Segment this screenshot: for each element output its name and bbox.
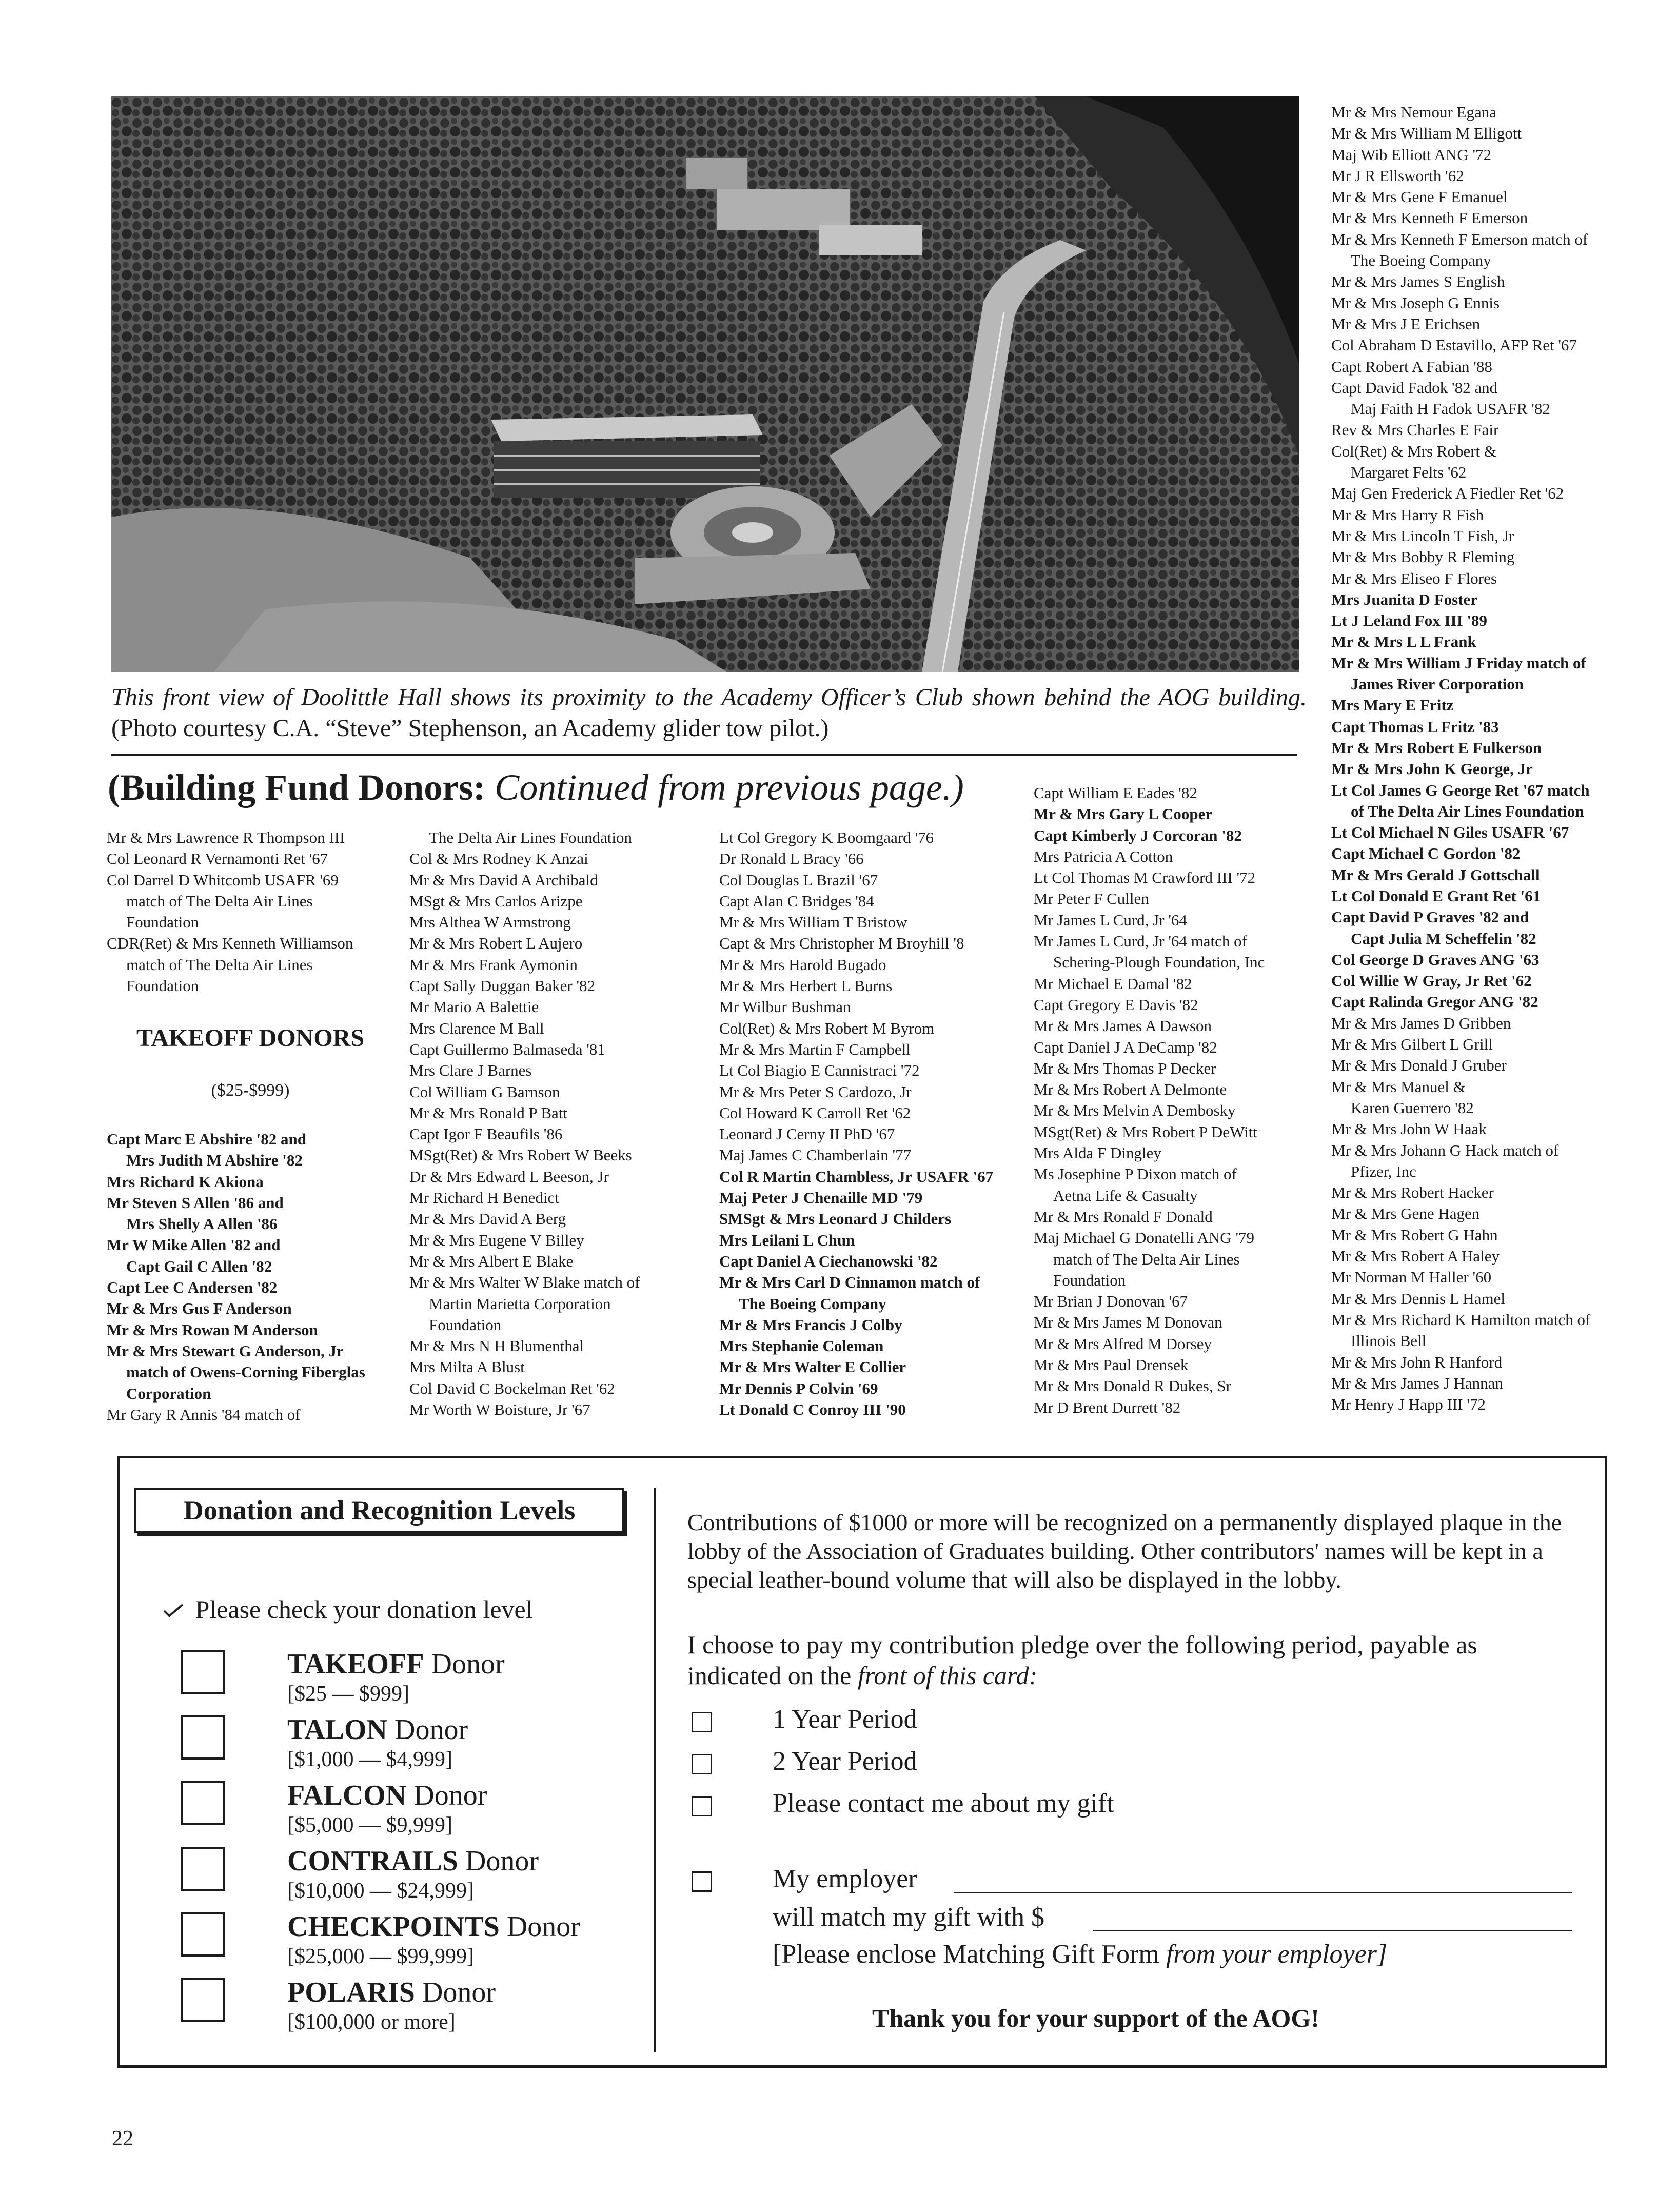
donor-entry: Mr Michael E Damal '82 [1034, 974, 1192, 993]
polaris-checkbox[interactable] [181, 1978, 225, 2022]
donor-entry: MSgt(Ret) & Mrs Robert P DeWitt [1034, 1122, 1257, 1141]
donor-entry: Karen Guerrero '82 [1351, 1098, 1474, 1117]
donor-entry: Capt Thomas L Fritz '83 [1331, 717, 1499, 736]
donor-entry: Mrs Althea W Armstrong [409, 913, 571, 932]
level-range: [$1,000 — $4,999] [287, 1748, 452, 1771]
donor-entry: Mrs Clarence M Ball [409, 1019, 544, 1037]
donor-entry: Maj James C Chamberlain '77 [719, 1146, 912, 1164]
donor-entry: Col Abraham D Estavillo, AFP Ret '67 [1331, 336, 1577, 354]
level-talon [287, 1713, 468, 1773]
donor-entry: Col Howard K Carroll Ret '62 [719, 1103, 911, 1122]
level-name: CONTRAILS [287, 1845, 458, 1877]
recognition-text: Contributions of $1000 or more will be recognized on a permanently displayed plaque in the lobby of the Association of Graduates building. Other contributors' names will be kept in a special leather-bound volume that will also be displayed in the lobby. [687, 1509, 1562, 1593]
donor-entry: Capt William E Eades '82 [1034, 784, 1197, 802]
donor-entry: Capt & Mrs Christopher M Broyhill '8 [719, 934, 964, 953]
level-suffix: Donor [422, 1977, 496, 2008]
levels-title: Donation and Recognition Levels [134, 1488, 624, 1533]
donor-entry: Mr & Mrs James M Donovan [1034, 1313, 1222, 1332]
donor-entry: Mrs Richard K Akiona [107, 1172, 264, 1191]
donor-entry: Mr & Mrs James J Hannan [1331, 1374, 1503, 1392]
level-name: FALCON [287, 1780, 407, 1811]
donor-entry: Foundation [126, 913, 199, 932]
level-range: [$100,000 or more] [287, 2010, 456, 2034]
donor-entry: Mrs Alda F Dingley [1034, 1144, 1161, 1162]
donor-entry: Mr & Mrs Robert L Aujero [409, 934, 583, 953]
level-suffix: Donor [394, 1714, 468, 1746]
donor-entry: Mr & Mrs Robert Hacker [1331, 1183, 1494, 1202]
donor-entry: Mr & Mrs Eugene V Billey [409, 1231, 584, 1249]
donor-entry: Maj Faith H Fadok USAFR '82 [1351, 400, 1550, 418]
donor-entry: Mrs Leilani L Chun [719, 1231, 855, 1249]
employer-match-checkbox[interactable] [692, 1871, 712, 1892]
donor-entry: Mr & Mrs Manuel & [1331, 1077, 1466, 1096]
donor-entry: Mr & Mrs Stewart G Anderson, Jr [107, 1341, 344, 1360]
donor-entry: Lt Col Biagio E Cannistraci '72 [719, 1061, 920, 1080]
donor-entry: Mrs Shelly A Allen '86 [126, 1215, 278, 1233]
level-suffix: Donor [431, 1648, 505, 1680]
donor-entry: Dr Ronald L Bracy '66 [719, 850, 864, 868]
donor-entry: Mr & Mrs David A Archibald [409, 871, 598, 889]
level-suffix: Donor [506, 1911, 580, 1943]
donor-entry: Mrs Clare J Barnes [409, 1061, 532, 1080]
donor-column-a2 [107, 1129, 394, 1425]
page-number: 22 [112, 2127, 133, 2150]
donor-entry: Capt Michael C Gordon '82 [1331, 844, 1521, 863]
donor-entry: Mr & Mrs Ronald P Batt [409, 1103, 568, 1122]
option-two-year: 2 Year Period [773, 1747, 917, 1776]
donor-entry: Mr & Mrs Herbert L Burns [719, 977, 893, 995]
talon-checkbox[interactable] [181, 1715, 225, 1760]
donor-entry: Maj Michael G Donatelli ANG '79 [1034, 1229, 1255, 1247]
donor-entry: Lt Donald C Conroy III '90 [719, 1400, 906, 1419]
donor-entry: Lt Col Thomas M Crawford III '72 [1034, 868, 1256, 887]
donor-entry: Capt Guillermo Balmaseda '81 [409, 1040, 605, 1058]
donor-entry: Mr W Mike Allen '82 and [107, 1236, 281, 1254]
donor-entry: Illinois Bell [1351, 1332, 1427, 1350]
pledge-choice-italic: front of this card: [857, 1661, 1038, 1690]
donor-entry: Maj Peter J Chenaille MD '79 [719, 1189, 923, 1207]
donor-entry: Col & Mrs Rodney K Anzai [409, 850, 588, 868]
donor-entry: Mr & Mrs Albert E Blake [409, 1252, 574, 1270]
one-year-checkbox[interactable] [692, 1712, 712, 1732]
donor-column-b [409, 827, 697, 1420]
donor-entry: Capt Daniel J A DeCamp '82 [1034, 1038, 1217, 1056]
donor-entry: Mr & Mrs Walter W Blake match of [409, 1273, 640, 1292]
donor-entry: James River Corporation [1351, 675, 1524, 694]
donor-entry: match of Owens-Corning Fiberglas [126, 1363, 365, 1381]
donor-entry: Mr & Mrs John R Hanford [1331, 1353, 1503, 1371]
donor-entry: Mr & Mrs N H Blumenthal [409, 1337, 584, 1355]
donor-entry: Mr & Mrs Eliseo F Flores [1331, 569, 1497, 587]
level-suffix: Donor [465, 1845, 539, 1877]
donor-entry: Mr & Mrs Gilbert L Grill [1331, 1035, 1493, 1054]
donor-entry: Mr Richard H Benedict [409, 1189, 559, 1207]
donor-entry: Mr & Mrs Gene Hagen [1331, 1204, 1480, 1223]
donor-entry: Mr Gary R Annis '84 match of [107, 1405, 301, 1424]
donor-entry: Col Darrel D Whitcomb USAFR '69 [107, 871, 339, 889]
donor-entry: Capt David Fadok '82 and [1331, 378, 1498, 397]
donor-entry: Mr & Mrs Nemour Egana [1331, 103, 1496, 121]
donor-entry: Mr & Mrs John K George, Jr [1331, 760, 1533, 778]
donor-entry: Capt Lee C Andersen '82 [107, 1278, 278, 1297]
donor-entry: Foundation [429, 1315, 502, 1334]
donor-entry: Mr & Mrs Rowan M Anderson [107, 1320, 318, 1339]
donor-entry: Mr & Mrs Martin F Campbell [719, 1040, 911, 1058]
donor-entry: The Boeing Company [1351, 251, 1491, 270]
donor-entry: Col George D Graves ANG '63 [1331, 950, 1540, 969]
donor-entry: Foundation [126, 977, 199, 995]
donor-entry: Mr Steven S Allen '86 and [107, 1193, 284, 1212]
donor-entry: Capt Kimberly J Corcoran '82 [1034, 826, 1242, 844]
donor-entry: Mr & Mrs Robert A Haley [1331, 1247, 1500, 1266]
falcon-checkbox[interactable] [181, 1781, 225, 1825]
donor-entry: Mr & Mrs Carl D Cinnamon match of [719, 1273, 980, 1292]
donor-entry: Mr & Mrs Lincoln T Fish, Jr [1331, 526, 1514, 545]
donor-entry: Capt Daniel A Ciechanowski '82 [719, 1252, 938, 1270]
donor-entry: Mrs Stephanie Coleman [719, 1337, 884, 1355]
donor-entry: Mr & Mrs John W Haak [1331, 1120, 1487, 1138]
donor-entry: Mr & Mrs Thomas P Decker [1034, 1059, 1216, 1077]
level-range: [$25 — $999] [287, 1682, 409, 1706]
donor-entry: Mrs Mary E Fritz [1331, 696, 1454, 715]
donor-entry: Mr & Mrs Donald R Dukes, Sr [1034, 1377, 1231, 1395]
donor-entry: Mr Dennis P Colvin '69 [719, 1379, 878, 1397]
donor-entry: CDR(Ret) & Mrs Kenneth Williamson [107, 934, 353, 953]
level-name: CHECKPOINTS [287, 1911, 500, 1943]
checkpoints-checkbox[interactable] [181, 1912, 225, 1957]
donor-entry: Mr Peter F Cullen [1034, 890, 1149, 908]
caption-credit: (Photo courtesy C.A. “Steve” Stephenson, an Academy glider tow pilot.) [111, 715, 829, 742]
aerial-photo-doolittle-hall [111, 96, 1299, 672]
donor-entry: Mr & Mrs Lawrence R Thompson III [107, 828, 345, 846]
donor-entry: Mr & Mrs Robert E Fulkerson [1331, 738, 1542, 757]
donor-entry: Mr & Mrs Harold Bugado [719, 955, 886, 974]
donor-entry: Capt Igor F Beaufils '86 [409, 1125, 563, 1143]
donor-entry: Mr & Mrs William J Friday match of [1331, 654, 1586, 672]
form-divider [654, 1488, 656, 2052]
level-name: TALON [287, 1714, 387, 1746]
donor-entry: Mr & Mrs William M Elligott [1331, 124, 1522, 143]
donor-entry: Mr & Mrs Bobby R Fleming [1331, 548, 1515, 566]
thanks-text: Thank you for your support of the AOG! [872, 2004, 1319, 2032]
donor-entry: match of The Delta Air Lines [126, 892, 313, 910]
checkmark-icon [163, 1594, 189, 1624]
check-prompt [163, 1594, 533, 1624]
donor-column-a [107, 827, 394, 996]
donor-entry: Lt Col Michael N Giles USAFR '67 [1331, 823, 1569, 842]
donor-entry: Mr Mario A Balettie [409, 998, 539, 1016]
donor-column-e [1331, 102, 1649, 1415]
donor-entry: Col William G Barnson [409, 1082, 560, 1101]
donor-entry: Ms Josephine P Dixon match of [1034, 1165, 1237, 1183]
two-year-checkbox[interactable] [692, 1754, 712, 1774]
donor-entry: Mr & Mrs Robert G Hahn [1331, 1226, 1498, 1244]
donor-entry: MSgt(Ret) & Mrs Robert W Beeks [409, 1146, 632, 1164]
donor-entry: Maj Wib Elliott ANG '72 [1331, 145, 1492, 164]
donor-entry: Capt Robert A Fabian '88 [1331, 357, 1492, 376]
donor-entry: Mrs Milta A Blust [409, 1358, 525, 1376]
donor-entry: Lt J Leland Fox III '89 [1331, 611, 1488, 630]
donor-entry: Capt Marc E Abshire '82 and [107, 1130, 306, 1148]
donor-entry: Maj Gen Frederick A Fiedler Ret '62 [1331, 484, 1564, 503]
donor-entry: Mr & Mrs Harry R Fish [1331, 505, 1484, 524]
donor-entry: Aetna Life & Casualty [1053, 1186, 1198, 1204]
takeoff-checkbox[interactable] [181, 1650, 225, 1694]
enclose-italic: from your employer] [1166, 1940, 1388, 1969]
employer-label: My employer [773, 1864, 917, 1893]
donor-entry: Mr & Mrs L L Frank [1331, 633, 1476, 651]
match-label: will match my gift with $ [773, 1903, 1045, 1932]
donor-entry: Capt David P Graves '82 and [1331, 908, 1529, 926]
donor-entry: Col Willie W Gray, Jr Ret '62 [1331, 972, 1532, 990]
donor-entry: Col Douglas L Brazil '67 [719, 871, 878, 889]
divider-rule [111, 754, 1297, 756]
level-suffix: Donor [413, 1780, 487, 1811]
donor-entry: Mr & Mrs Gerald J Gottschall [1331, 865, 1540, 884]
level-checkpoints [287, 1910, 580, 1970]
level-polaris [287, 1976, 496, 2036]
donor-entry: Mr & Mrs Gary L Cooper [1034, 805, 1213, 823]
heading-bold: (Building Fund Donors: [108, 767, 486, 808]
donor-entry: Mr & Mrs Paul Drensek [1034, 1356, 1189, 1374]
donor-entry: Col R Martin Chambless, Jr USAFR '67 [719, 1167, 994, 1186]
donor-entry: Lt Col Gregory K Boomgaard '76 [719, 828, 934, 846]
pledge-choice-text [687, 1629, 1575, 1691]
donor-entry: Mr & Mrs Donald J Gruber [1331, 1056, 1507, 1075]
donor-entry: Mr & Mrs Peter S Cardozo, Jr [719, 1082, 912, 1101]
donor-entry: match of The Delta Air Lines [126, 955, 313, 974]
employer-input-line[interactable] [954, 1892, 1572, 1893]
donor-entry: Mrs Patricia A Cotton [1034, 847, 1173, 865]
check-prompt-text: Please check your donation level [195, 1595, 533, 1624]
donor-entry: Mr Henry J Happ III '72 [1331, 1395, 1486, 1414]
donor-entry: Mr J R Ellsworth '62 [1331, 166, 1464, 185]
donor-column-d [1034, 782, 1321, 1418]
enclose-plain: [Please enclose Matching Gift Form [773, 1940, 1159, 1969]
donor-entry: Mr & Mrs Gus F Anderson [107, 1299, 292, 1318]
donor-entry: match of The Delta Air Lines [1053, 1250, 1240, 1268]
donor-entry: Mr & Mrs Walter E Collier [719, 1358, 906, 1376]
donor-entry: Mr & Mrs Frank Aymonin [409, 955, 578, 974]
donor-entry: Col(Ret) & Mrs Robert & [1331, 442, 1497, 460]
donor-entry: of The Delta Air Lines Foundation [1351, 802, 1584, 820]
donor-entry: The Delta Air Lines Foundation [429, 828, 633, 846]
donor-entry: Mr & Mrs William T Bristow [719, 913, 907, 932]
donor-entry: Rev & Mrs Charles E Fair [1331, 421, 1499, 439]
match-amount-input-line[interactable] [1093, 1930, 1572, 1931]
donor-entry: Col(Ret) & Mrs Robert M Byrom [719, 1019, 935, 1037]
donor-entry: Lt Col James G George Ret '67 match [1331, 781, 1590, 799]
donor-entry: Capt Alan C Bridges '84 [719, 892, 874, 910]
donor-entry: Mr Norman M Haller '60 [1331, 1268, 1492, 1287]
donor-entry: Mr & Mrs James S English [1331, 272, 1505, 291]
donor-entry: Mr D Brent Durrett '82 [1034, 1398, 1181, 1416]
donor-entry: Mr & Mrs Robert A Delmonte [1034, 1080, 1227, 1099]
donor-entry: Mr & Mrs Kenneth F Emerson [1331, 209, 1528, 227]
donor-entry: Mr Brian J Donovan '67 [1034, 1292, 1188, 1311]
donor-entry: Mr & Mrs Johann G Hack match of [1331, 1141, 1559, 1159]
level-name: POLARIS [287, 1977, 415, 2008]
donor-entry: Mrs Judith M Abshire '82 [126, 1151, 303, 1170]
donor-entry: Mr & Mrs Ronald F Donald [1034, 1207, 1213, 1226]
donor-entry: Mr & Mrs Gene F Emanuel [1331, 188, 1508, 206]
heading-italic: Continued from previous page.) [495, 767, 964, 808]
donor-entry: Mr Wilbur Bushman [719, 998, 851, 1016]
donor-entry: Capt Gail C Allen '82 [126, 1257, 272, 1275]
donor-entry: Margaret Felts '62 [1351, 463, 1467, 482]
photo-caption [111, 682, 1307, 744]
donor-entry: Mr & Mrs Joseph G Ennis [1331, 293, 1500, 312]
level-range: [$25,000 — $99,999] [287, 1945, 474, 1968]
option-one-year: 1 Year Period [773, 1705, 917, 1734]
donor-entry: Lt Col Donald E Grant Ret '61 [1331, 886, 1541, 905]
donor-entry: Capt Ralinda Gregor ANG '82 [1331, 993, 1538, 1011]
donor-entry: Mr & Mrs Kenneth F Emerson match of [1331, 230, 1588, 248]
donor-entry: Mr & Mrs Richard K Hamilton match of [1331, 1310, 1591, 1329]
donor-entry: Mr & Mrs Dennis L Hamel [1331, 1289, 1505, 1308]
donor-entry: SMSgt & Mrs Leonard J Childers [719, 1210, 952, 1228]
donor-entry: Mr & Mrs James D Gribben [1331, 1014, 1511, 1032]
pledge-choice-plain: I choose to pay my contribution pledge over the following period, payable as indicated on the [687, 1630, 1477, 1690]
donor-entry: Mr & Mrs David A Berg [409, 1210, 566, 1228]
contact-me-checkbox[interactable] [692, 1796, 712, 1816]
section-heading [108, 764, 1031, 811]
donor-entry: Corporation [126, 1384, 211, 1403]
donor-entry: Mr & Mrs Francis J Colby [719, 1315, 902, 1334]
donor-entry: MSgt & Mrs Carlos Arizpe [409, 892, 583, 910]
enclose-note [773, 1939, 1387, 1969]
donor-entry: Schering-Plough Foundation, Inc [1053, 953, 1265, 972]
donor-entry: Mr James L Curd, Jr '64 match of [1034, 932, 1247, 951]
donor-column-c [719, 827, 1027, 1420]
donor-entry: Capt Gregory E Davis '82 [1034, 995, 1198, 1014]
donor-entry: Mrs Juanita D Foster [1331, 590, 1477, 608]
caption-italic: This front view of Doolittle Hall shows its proximity to the Academy Officer’s Club shown behind the AOG building. [111, 684, 1307, 711]
donor-entry: Mr & Mrs Melvin A Dembosky [1034, 1101, 1236, 1120]
donor-entry: Mr Worth W Boisture, Jr '67 [409, 1400, 590, 1419]
level-range: [$5,000 — $9,999] [287, 1813, 452, 1837]
level-falcon [287, 1779, 487, 1839]
donor-entry: Mr & Mrs J E Erichsen [1331, 314, 1481, 333]
donor-entry: Capt Julia M Scheffelin '82 [1351, 929, 1536, 947]
donor-entry: Pfizer, Inc [1351, 1162, 1416, 1180]
option-contact-me: Please contact me about my gift [773, 1789, 1114, 1818]
donor-entry: Leonard J Cerny II PhD '67 [719, 1125, 895, 1143]
donor-entry: Col Leonard R Vernamonti Ret '67 [107, 850, 328, 868]
donor-entry: Mr James L Curd, Jr '64 [1034, 911, 1187, 929]
contrails-checkbox[interactable] [181, 1847, 225, 1891]
donor-entry: Foundation [1053, 1271, 1126, 1289]
donor-entry: Capt Sally Duggan Baker '82 [409, 977, 596, 995]
donor-entry: Mr & Mrs Alfred M Dorsey [1034, 1334, 1212, 1353]
level-name: TAKEOFF [287, 1648, 424, 1680]
donor-entry: Dr & Mrs Edward L Beeson, Jr [409, 1167, 609, 1186]
takeoff-donors-title: TAKEOFF DONORS [136, 1024, 365, 1052]
level-takeoff [287, 1648, 505, 1707]
takeoff-donors-range: ($25-$999) [211, 1081, 290, 1100]
level-range: [$10,000 — $24,999] [287, 1879, 474, 1903]
donor-entry: Martin Marietta Corporation [429, 1294, 611, 1313]
donor-entry: Col David C Bockelman Ret '62 [409, 1379, 615, 1397]
level-contrails [287, 1845, 539, 1904]
donor-entry: The Boeing Company [739, 1294, 886, 1313]
donor-entry: Mr & Mrs James A Dawson [1034, 1017, 1212, 1035]
